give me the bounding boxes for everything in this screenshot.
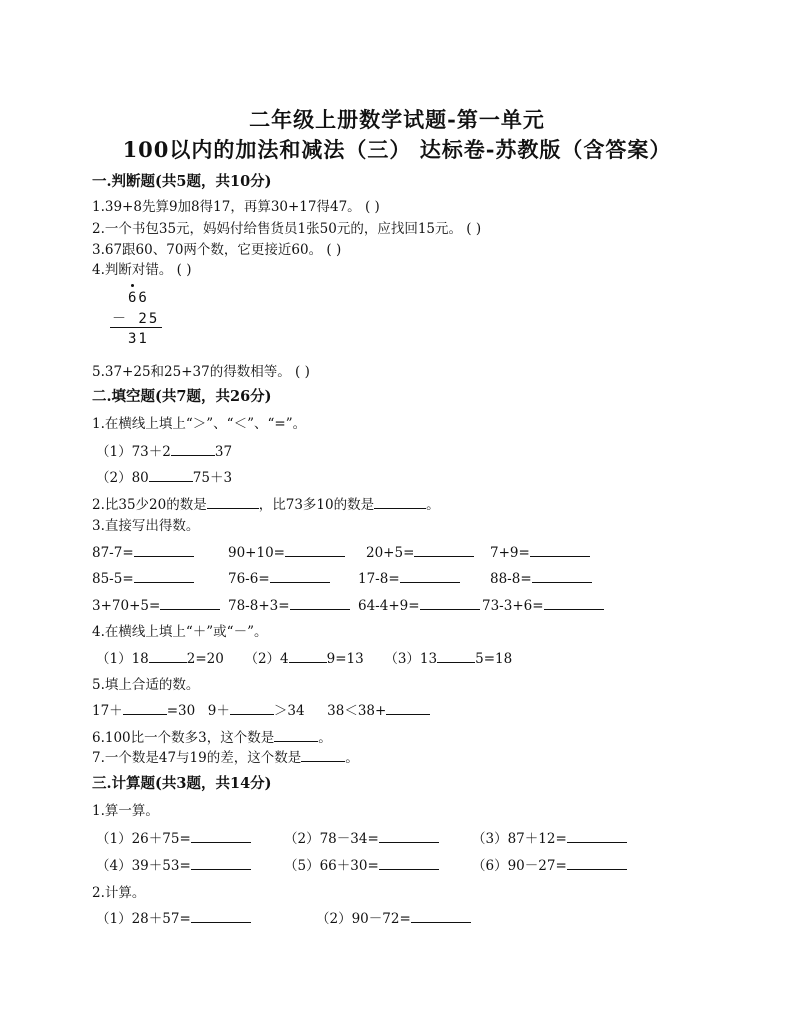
grid-item: 88-8= <box>490 568 592 587</box>
section-heading-calc: 三.计算题(共3题，共14分) <box>92 775 272 792</box>
answer-blank[interactable] <box>532 568 592 583</box>
fill-q1-part1 <box>96 440 232 460</box>
difference: 31 <box>128 331 149 347</box>
grid-item: 73-3+6= <box>482 595 604 614</box>
fill-q2-post: 。 <box>426 497 440 513</box>
calc-item: （2）78－34= <box>284 827 439 847</box>
fill-q7: 7.一个数是47与19的差，这个数是 。 <box>92 746 359 766</box>
calc-item: （3）87＋12= <box>472 827 627 847</box>
answer-blank[interactable] <box>289 648 327 663</box>
answer-blank[interactable] <box>290 595 350 610</box>
fill-q5: 5.填上合适的数。 <box>92 677 200 693</box>
judgement-q4: 4.判断对错。 ( ) <box>92 262 192 278</box>
answer-blank[interactable] <box>270 568 330 583</box>
calc-item: （5）66＋30= <box>284 854 439 874</box>
grid-item: 76-6= <box>228 568 330 587</box>
section-heading-fill: 二.填空题(共7题，共26分) <box>92 388 272 405</box>
answer-blank[interactable] <box>567 828 627 843</box>
grid-item: 20+5= <box>366 542 474 561</box>
answer-blank[interactable] <box>191 908 251 923</box>
calc-item: （1）26＋75= <box>96 827 251 847</box>
calc-item: （1）28＋57= <box>96 907 251 927</box>
grid-item: 7+9= <box>490 542 590 561</box>
answer-blank[interactable] <box>386 700 430 715</box>
fill-q1-part2-pre: （2）80 <box>96 470 149 486</box>
fill-q5-parts: 17＋ =30 9＋ ＞34 38＜38+ <box>92 699 430 719</box>
fill-q6: 6.100比一个数多3，这个数是 。 <box>92 726 332 746</box>
answer-blank[interactable] <box>411 908 471 923</box>
answer-blank[interactable] <box>420 595 480 610</box>
answer-blank[interactable] <box>134 542 194 557</box>
fill-q1-part2 <box>96 466 232 486</box>
calc-item: （2）90－72= <box>316 907 471 927</box>
calc-item: （6）90－27= <box>472 854 627 874</box>
answer-blank[interactable] <box>379 855 439 870</box>
calc-q2: 2.计算。 <box>92 885 146 901</box>
answer-blank[interactable] <box>374 494 426 509</box>
answer-blank[interactable] <box>544 595 604 610</box>
page-title-line2: 100以内的加法和减法（三） 达标卷-苏教版（含答案） <box>122 137 672 162</box>
fill-q1-part1-pre: （1）73＋2 <box>96 444 171 460</box>
grid-item: 17-8= <box>358 568 460 587</box>
answer-blank[interactable] <box>274 727 318 742</box>
answer-blank[interactable] <box>149 467 193 482</box>
answer-blank[interactable] <box>530 542 590 557</box>
judgement-q5: 5.37+25和25+37的得数相等。 ( ) <box>92 364 310 380</box>
answer-blank[interactable] <box>207 494 259 509</box>
answer-blank[interactable] <box>230 700 274 715</box>
answer-blank[interactable] <box>414 542 474 557</box>
answer-blank[interactable] <box>123 700 167 715</box>
answer-blank[interactable] <box>171 441 215 456</box>
fill-q1-part2-post: 75＋3 <box>192 470 233 486</box>
minuend: 66 <box>128 290 149 306</box>
answer-blank[interactable] <box>191 828 251 843</box>
fill-q3: 3.直接写出得数。 <box>92 518 200 534</box>
fill-q4: 4.在横线上填上“＋”或“－”。 <box>92 624 268 640</box>
grid-item: 78-8+3= <box>228 595 350 614</box>
answer-blank[interactable] <box>437 648 475 663</box>
answer-blank[interactable] <box>134 568 194 583</box>
answer-blank[interactable] <box>400 568 460 583</box>
calc-q1: 1.算一算。 <box>92 803 159 819</box>
section-heading-judgement: 一.判断题(共5题，共10分) <box>92 173 272 190</box>
judgement-q1: 1.39+8先算9加8得17，再算30+17得47。 ( ) <box>92 199 380 215</box>
answer-blank[interactable] <box>379 828 439 843</box>
fill-q2-mid: ，比73多10的数是 <box>258 497 375 513</box>
answer-blank[interactable] <box>160 595 220 610</box>
subtrahend: － 25 <box>112 311 160 327</box>
grid-item: 85-5= <box>92 568 194 587</box>
grid-item: 3+70+5= <box>92 595 220 614</box>
answer-blank[interactable] <box>285 542 345 557</box>
vertical-subtraction <box>110 284 170 350</box>
fill-q2-pre: 2.比35少20的数是 <box>92 497 207 513</box>
fill-q1-part1-post: 37 <box>214 444 233 460</box>
answer-blank[interactable] <box>567 855 627 870</box>
answer-blank[interactable] <box>149 648 187 663</box>
fill-q4-parts: （1）18 2=20 （2）4 9=13 （3）13 5=18 <box>96 647 512 667</box>
answer-blank[interactable] <box>301 747 345 762</box>
calculation-line <box>110 327 162 328</box>
fill-q2 <box>92 493 440 513</box>
judgement-q3: 3.67跟60、70两个数，它更接近60。 ( ) <box>92 242 342 258</box>
grid-item: 64-4+9= <box>358 595 480 614</box>
judgement-q2: 2.一个书包35元，妈妈付给售货员1张50元的，应找回15元。 ( ) <box>92 221 482 237</box>
grid-item: 87-7= <box>92 542 194 561</box>
page-title-line1: 二年级上册数学试题-第一单元 <box>249 107 545 132</box>
grid-item: 90+10= <box>228 542 345 561</box>
fill-q1: 1.在横线上填上“＞”、“＜”、“=”。 <box>92 416 307 432</box>
answer-blank[interactable] <box>191 855 251 870</box>
calc-item: （4）39＋53= <box>96 854 251 874</box>
borrow-dot <box>131 284 134 287</box>
